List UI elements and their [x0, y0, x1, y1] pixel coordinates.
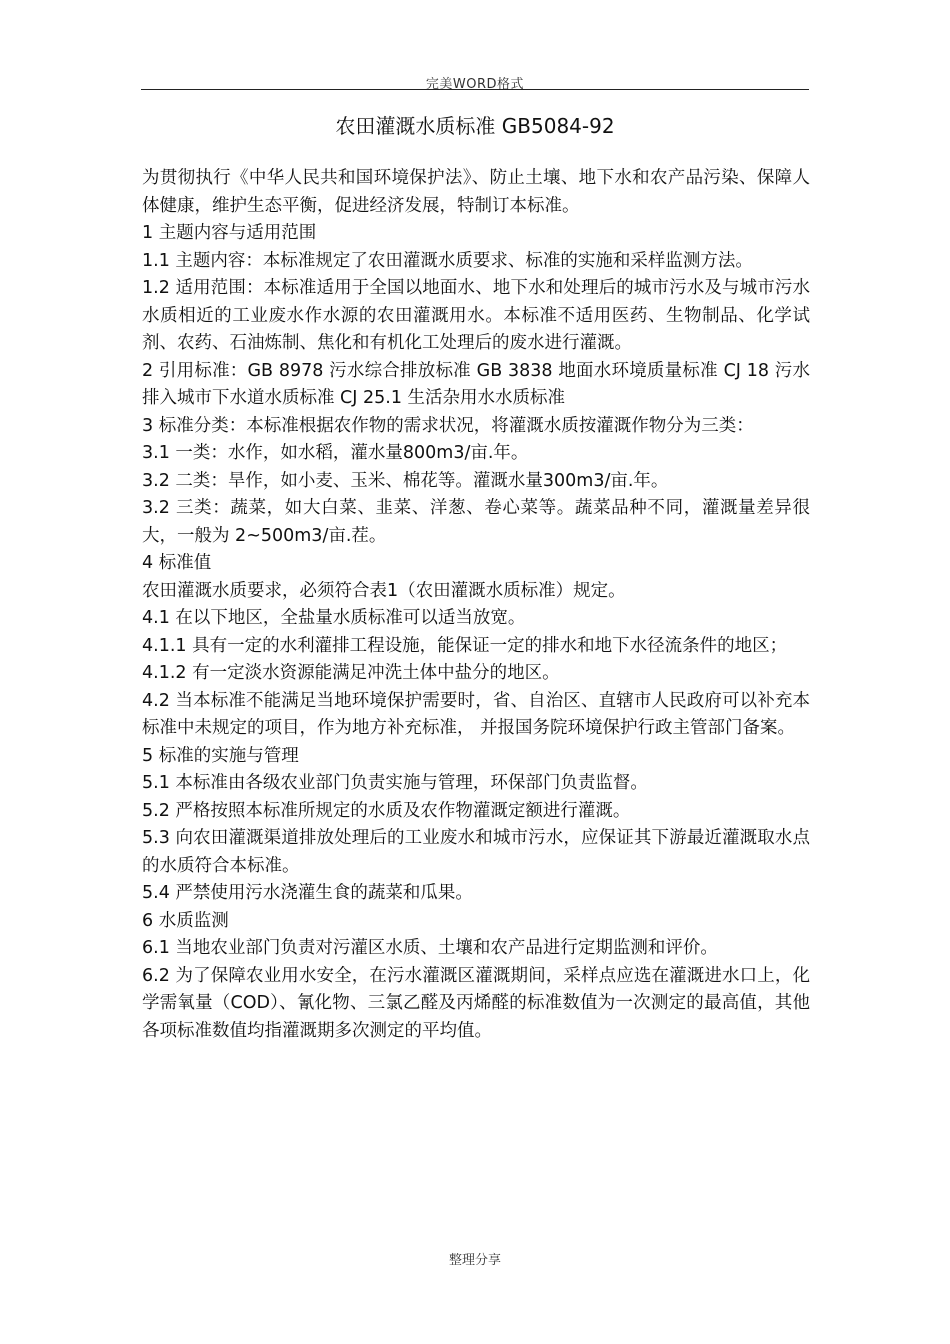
paragraph-4-1: 4.1 在以下地区，全盐量水质标准可以适当放宽。 [142, 608, 526, 628]
header-divider [141, 89, 809, 90]
section-heading-5: 5 标准的实施与管理 [142, 745, 299, 766]
paragraph-5-4: 5.4 严禁使用污水浇灌生食的蔬菜和瓜果。 [142, 883, 473, 903]
document-body [142, 165, 810, 1045]
paragraph-4-2: 4.2 当本标准不能满足当地环境保护需要时，省、自治区、直辖市人民政府可以补充本标准中未规定的项目，作为地方补充标准， 并报国务院环境保护行政主管部门备案。 [142, 690, 810, 738]
paragraph-1-1: 1.1 主题内容：本标准规定了农田灌溉水质要求、标准的实施和采样监测方法。 [142, 250, 753, 271]
paragraph-5-1: 5.1 本标准由各级农业部门负责实施与管理，环保部门负责监督。 [142, 773, 648, 793]
paragraph-4-intro: 农田灌溉水质要求，必须符合表1（农田灌溉水质标准）规定。 [142, 580, 626, 601]
paragraph-3: 3 标准分类：本标准根据农作物的需求状况，将灌溉水质按灌溉作物分为三类： [142, 415, 754, 436]
document-title: 农田灌溉水质标准 GB5084-92 [335, 114, 615, 138]
paragraph-4-1-2: 4.1.2 有一定淡水资源能满足冲洗土体中盐分的地区。 [142, 663, 560, 683]
page-header: 完美WORD格式 [425, 77, 525, 92]
paragraph-5-3: 5.3 向农田灌溉渠道排放处理后的工业废水和城市污水，应保证其下游最近灌溉取水点的水质符合本标准。 [142, 828, 810, 876]
page-footer: 整理分享 [448, 1253, 501, 1268]
paragraph-6-2: 6.2 为了保障农业用水安全，在污水灌溉区灌溉期间，采样点应选在灌溉进水口上，化学需氧量（COD）、氰化物、三氯乙醛及丙烯醛的标准数值为一次测定的最高值，其他各项标准数值均指灌溉期多次测定的平均值。 [142, 965, 810, 1041]
paragraph-5-2: 5.2 严格按照本标准所规定的水质及农作物灌溉定额进行灌溉。 [142, 800, 631, 821]
section-heading-1: 1 主题内容与适用范围 [142, 223, 317, 243]
paragraph-3-1: 3.1 一类：水作，如水稻，灌水量800m3/亩.年。 [142, 443, 529, 463]
paragraph-2: 2 引用标准：GB 8978 污水综合排放标准 GB 3838 地面水环境质量标准 CJ 18 污水排入城市下水道水质标准 CJ 25.1 生活杂用水水质标准 [142, 360, 810, 408]
paragraph-3-2b: 3.2 三类：蔬菜，如大白菜、韭菜、洋葱、卷心菜等。蔬菜品种不同，灌溉量差异很大，一般为 2~500m3/亩.茬。 [142, 498, 810, 546]
paragraph-6-1: 6.1 当地农业部门负责对污灌区水质、土壤和农产品进行定期监测和评价。 [142, 938, 718, 958]
paragraph-4-1-1: 4.1.1 具有一定的水利灌排工程设施，能保证一定的排水和地下水径流条件的地区； [142, 635, 788, 656]
paragraph-intro: 为贯彻执行《中华人民共和国环境保护法》、防止土壤、地下水和农产品污染、保障人体健康，维护生态平衡，促进经济发展，特制订本标准。 [142, 168, 810, 216]
section-heading-6: 6 水质监测 [142, 910, 229, 931]
paragraph-1-2: 1.2 适用范围：本标准适用于全国以地面水、地下水和处理后的城市污水及与城市污水水质相近的工业废水作水源的农田灌溉用水。本标准不适用医药、生物制品、化学试剂、农药、石油炼制、焦化和有机化工处理后的废水进行灌溉。 [142, 278, 810, 353]
paragraph-3-2a: 3.2 二类：旱作，如小麦、玉米、棉花等。灌溉水量300m3/亩.年。 [142, 470, 669, 491]
section-heading-4: 4 标准值 [142, 553, 212, 573]
